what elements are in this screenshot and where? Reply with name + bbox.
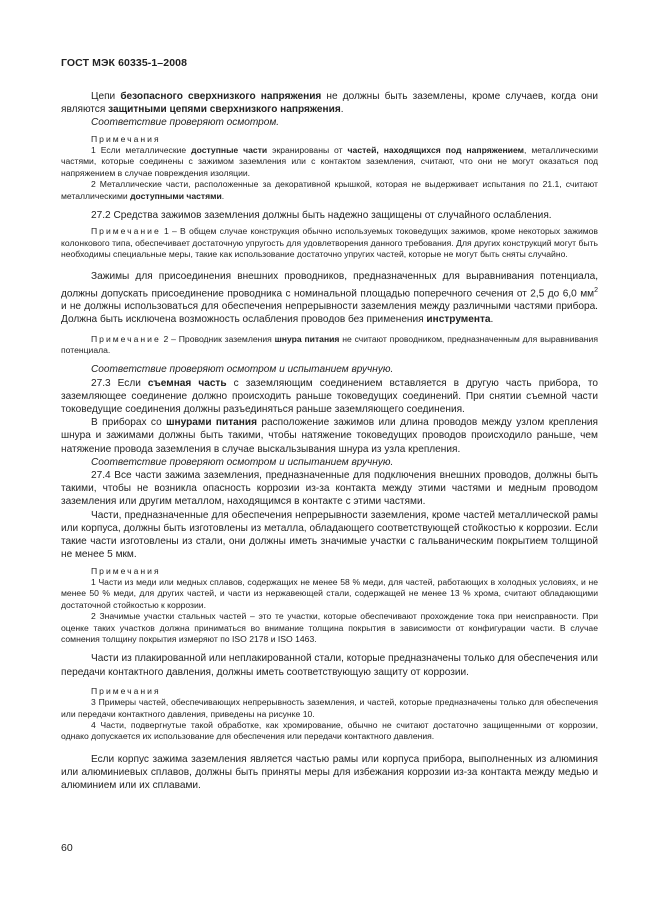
note-2: 2 Металлические части, расположенные за декоративной крышкой, которая не выдерживает испытания по 21.1, считают металлическими доступными частями.	[61, 179, 598, 201]
note-steel: 2 Значимые участки стальных частей – это те участки, которые обеспечивают прохождение тока при неисправности. При оценке таких участков должна приниматься во внимание толщина покрытия в зависимости от конфигурации части. В случае сомнения толщину покрытия измеряют по ISO 2178 и ISO 1463.	[61, 611, 598, 644]
clause-27-3: 27.3 Если съемная часть с заземляющим соединением вставляется в другую часть прибора, то заземляющее соединение должно происходить раньше токоведущих соединений. При снятии съемной части токоведущие соединения должны разъединяться раньше заземляющего соединения.	[61, 377, 599, 416]
paragraph-aluminium: Если корпус зажима заземления является частью рамы или корпуса прибора, выполненных из алюминия или алюминиевых сплавов, должны быть приняты меры для избежания коррозии из-за контакта между медью и алюминием или их сплавами.	[61, 753, 598, 792]
compliance-note: Соответствие проверяют осмотром и испытанием вручную.	[91, 456, 394, 468]
note-chromium: 4 Части, подвергнутые такой обработке, как хромирование, обычно не считают достаточно защищенными от коррозии, однако допускается их использование для обеспечения или передачи контактного давления.	[61, 719, 598, 742]
notes-heading: Примечания	[91, 685, 161, 696]
compliance-note: Соответствие проверяют осмотром.	[91, 117, 280, 129]
document-body	[61, 90, 598, 792]
note-clause-27-2: Примечание 1 – В общем случае конструкция обычно используемых токоведущих зажимов, кроме некоторых зажимов колонкового типа, обеспечивает достаточную упругость для удовлетворения данного требования. Для других конструкций могут быть необходимы специальные меры, такие как использование достаточно упругих частей, которые не могут быть сняты случайно.	[61, 226, 598, 260]
paragraph-selv: Цепи безопасного сверхнизкого напряжения не должны быть заземлены, кроме случаев, когда они являются защитными цепями сверхнизкого напряжения.	[61, 91, 598, 116]
clause-27-2: 27.2 Средства зажимов заземления должны быть надежно защищены от случайного ослабления.	[91, 210, 552, 222]
notes-heading: Примечания	[91, 133, 161, 144]
note-1: 1 Если металлические доступные части экранированы от частей, находящихся под напряжением, металлическими частями, которые соединены с зажимом заземления или с контактом заземления, считают, что они не могут оказаться под напряжением в случае повреждения изоляции.	[61, 145, 598, 178]
page-number: 60	[61, 842, 73, 854]
standard-header: ГОСТ МЭК 60335-1–2008	[61, 57, 188, 69]
compliance-note: Соответствие проверяют осмотром и испытанием вручную.	[91, 364, 394, 376]
note-earthing-conductor: Примечание 2 – Проводник заземления шнура питания не считают проводником, предназначенным для выравнивания потенциала.	[61, 333, 598, 356]
clause-27-4: 27.4 Все части зажима заземления, предназначенные для подключения внешних проводов, должны быть такими, чтобы не возникла опасность коррозии из-за контакта между этими частями и медным проводом заземления или другим металлом, находящимся в контакте с этими частями.	[61, 470, 598, 508]
paragraph-plated-steel: Части из плакированной или неплакированной стали, которые предназначены только для обеспечения или передачи контактного давления, должны иметь соответствующую защиту от коррозии.	[61, 653, 598, 678]
note-copper: 1 Части из меди или медных сплавов, содержащих не менее 58 % меди, для частей, работающих в холодных условиях, и не менее 50 % меди, для других частей, и части из нержавеющей стали, содержащей не менее 13 % хрома, считают обладающими достаточной стойкостью к коррозии.	[61, 576, 598, 610]
notes-heading: Примечания	[91, 565, 161, 576]
paragraph-terminals: Зажимы для присоединения внешних проводников, предназначенных для выравнивания потенциала, должны допускать присоединение проводника с номинальной площадью поперечного сечения от 2,5 до 6,0 $мм^2$ и не должны использоваться для обеспечения непрерывности заземления между различными частями прибора. Должна быть исключена возможность ослабления проводов без применения инструмента.	[61, 271, 598, 326]
note-figure-10: 3 Примеры частей, обеспечивающих непрерывность заземления, и частей, которые предназначены только для обеспечения или передачи контактного давления, приведены на рисунке 10.	[61, 697, 598, 719]
paragraph-supply-cords: В приборах со шнурами питания расположение зажимов или длина проводов между узлом крепления шнура и зажимами должны быть такими, чтобы натяжение токоведущих проводов происходило раньше, чем натяжение провода заземления в случае выскальзывания шнура из узла крепления.	[61, 417, 598, 455]
paragraph-corrosion: Части, предназначенные для обеспечения непрерывности заземления, кроме частей металлической рамы или корпуса, должны быть изготовлены из металла, обладающего соответствующей стойкостью к коррозии. Если такие части изготовлены из стали, они должны иметь значимые участки с гальваническим покрытием толщиной не менее 5 мкм.	[61, 509, 598, 561]
